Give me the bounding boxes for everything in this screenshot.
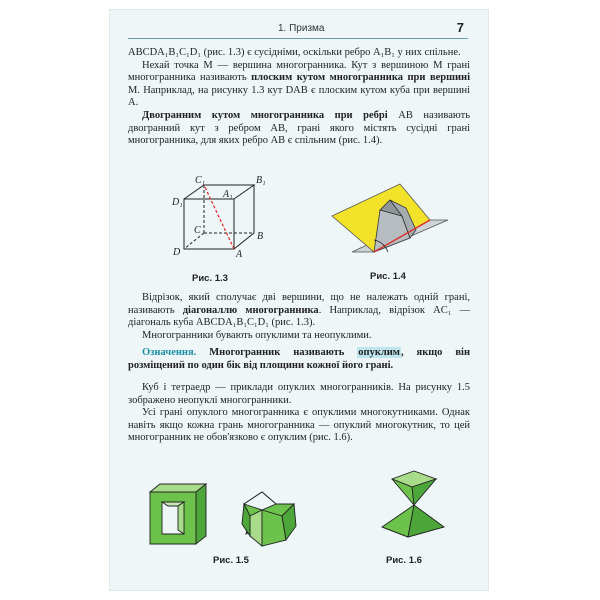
paragraph-2: [128, 60, 470, 110]
cube-right-edges: [234, 185, 254, 249]
term-diagonal: діагоналлю многогранника: [182, 304, 319, 316]
text-block-middle: [128, 292, 470, 342]
paragraph-7: Усі грані опуклого многогранника є опуклими многокутниками. Однак навіть якщо кожна грань многогранника — опуклий многокутник, то цей многогранник не обов'язково є опуклим (рис. 1.6).: [128, 407, 470, 444]
label-a1: A₁: [223, 189, 233, 200]
label-a: A: [236, 249, 243, 260]
label-d1: D₁: [172, 197, 183, 208]
definition-term: опуклим: [358, 347, 400, 358]
chapter-title: 1. Призма: [278, 23, 325, 34]
textbook-page: [110, 10, 488, 590]
label-b1: B₁: [256, 175, 266, 186]
page-number: 7: [456, 20, 464, 35]
text-block-top: [128, 47, 470, 148]
paragraph-5: Многогранники бувають опуклими та неопуклими.: [142, 329, 372, 341]
figure-dihedral-angle: [330, 180, 460, 260]
label-c: C: [194, 225, 201, 236]
page-header: [128, 20, 468, 39]
paragraph-1: ABCDA₁B₁C₁D₁ (рис. 1.3) є сусідніми, оскільки ребро A₁B₁ у них спільне.: [128, 47, 461, 58]
label-c1: C₁: [195, 175, 206, 186]
frame-polyhedron: [150, 484, 206, 544]
p2-text-c: M. Наприклад, на рисунку 1.3 кут DAB є плоским кутом куба при вершині A.: [128, 84, 470, 109]
label-b: B: [257, 231, 264, 242]
definition-text-a: Многогранник називають: [196, 347, 358, 358]
caption-fig-1-5: Рис. 1.5: [213, 555, 249, 566]
paragraph-6: Куб і тетраедр — приклади опуклих многогранників. На рисунку 1.5 зображено неопуклі многогранники.: [128, 382, 470, 406]
p4-text-a: Відрізок, який сполучає дві вершини, що не належать одній грані, називають: [128, 292, 470, 316]
caption-fig-1-3: Рис. 1.3: [192, 273, 228, 284]
figure-cube: [170, 175, 280, 265]
cube-front-face: [184, 199, 234, 249]
caption-fig-1-4: Рис. 1.4: [370, 271, 406, 282]
star-polyhedron: [242, 492, 296, 546]
text-block-bottom: [128, 382, 470, 445]
p2-text-a: Нехай точка M — вершина многогранника. Кут з вершиною M грані многогранника називають: [128, 59, 470, 84]
figure-joined-pyramids: [378, 465, 448, 555]
cube-top-edges: [184, 185, 254, 199]
paragraph-3: [128, 110, 470, 148]
definition-text-b: , якщо він розміщений по один бік від площини кожної його грані.: [128, 347, 471, 371]
definition-label: Означення.: [142, 347, 197, 358]
term-dihedral-angle: Двогранним кутом многогранника при ребрі: [142, 109, 388, 121]
paragraph-4: [128, 292, 470, 330]
caption-fig-1-6: Рис. 1.6: [386, 555, 422, 566]
label-d: D: [173, 247, 181, 258]
definition-paragraph: [128, 347, 470, 372]
p4-text-c: . Наприклад, відрізок AC₁ — діагональ куба ABCDA₁B₁C₁D₁ (рис. 1.3).: [128, 304, 470, 329]
figure-nonconvex-polyhedra: [148, 470, 328, 550]
term-plane-angle: плоским кутом многогранника при вершині: [251, 72, 470, 84]
p3-text-b: AB називають двогранний кут з ребром AB, грані якого містять сусідні грані многогранника, для яких ребро AB є спільним (рис. 1.4).: [128, 109, 470, 147]
definition-block: [128, 347, 470, 372]
